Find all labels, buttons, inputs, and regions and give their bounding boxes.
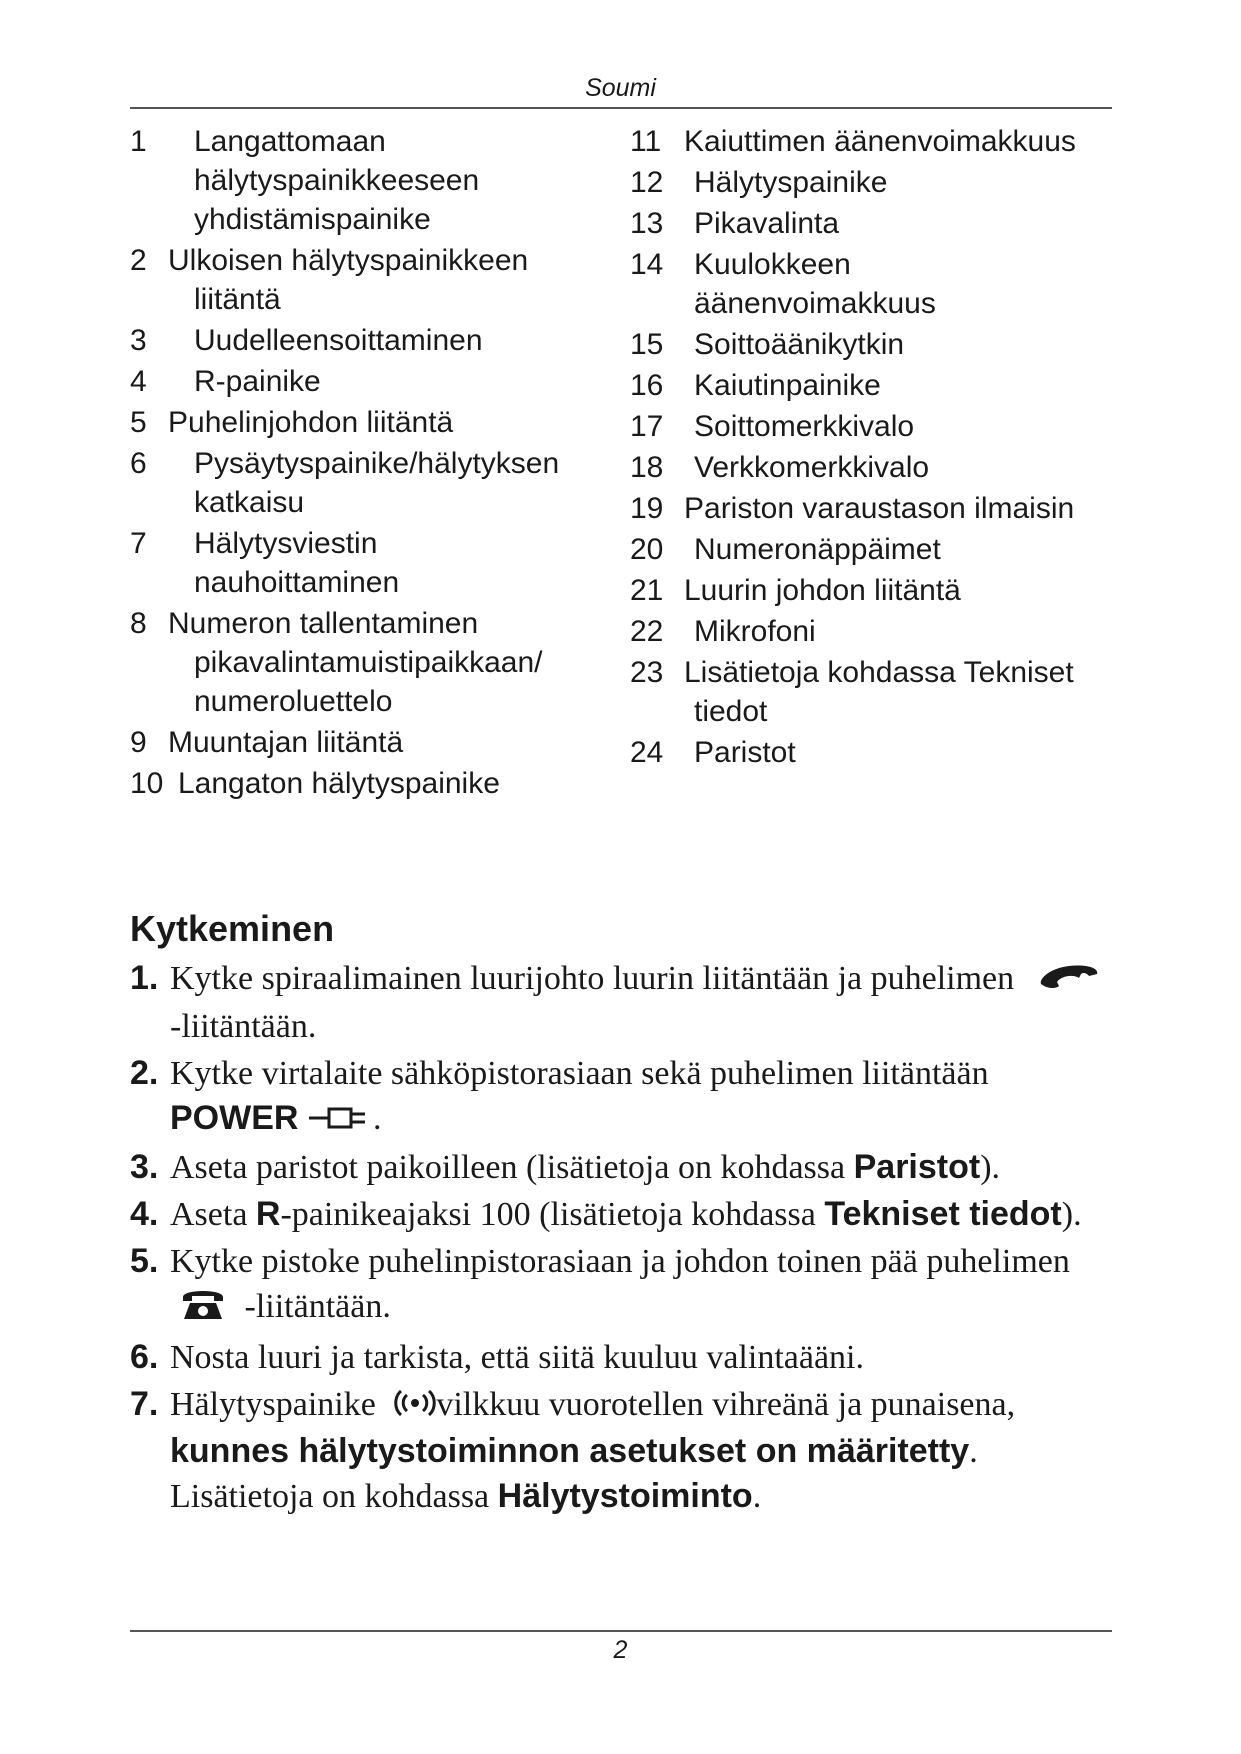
legend-number: 6 (130, 447, 147, 480)
legend-label: Uudelleensoittaminen (194, 324, 483, 357)
legend-item (130, 723, 610, 762)
legend-item (130, 122, 610, 239)
legend-label: Kaiuttimen äänenvoimakkuus (684, 125, 1076, 158)
step-text: Kytke virtalaite sähköpistorasiaan sekä puhelimen liitäntään POWER . (170, 1051, 1120, 1144)
legend-number: 21 (630, 574, 664, 607)
legend-number: 3 (130, 324, 147, 357)
alarm-signal-icon (394, 1384, 436, 1429)
step-text: Kytke spiraalimainen luurijohto luurin liitäntään ja puhelimen -liitäntään. (170, 956, 1120, 1049)
legend-label: Paristot (694, 736, 796, 769)
step-item (130, 1335, 1120, 1380)
legend-label: Langaton hälytyspainike (178, 767, 500, 800)
connection-steps (130, 956, 1120, 1519)
section-title: Kytkeminen (130, 908, 335, 949)
legend-number: 20 (630, 533, 664, 566)
step-text: Aseta paristot paikoilleen (lisätietoja on kohdassa Paristot). (170, 1148, 1001, 1187)
legend-right-column (630, 122, 1110, 774)
page-header-title: Soumi (585, 74, 656, 102)
legend-label: Kaiutinpainike (694, 369, 881, 402)
legend-number: 5 (130, 406, 147, 439)
legend-item (130, 403, 610, 442)
step-text: Aseta R-painikeajaksi 100 (lisätietoja kohdassa Tekniset tiedot). (170, 1195, 1082, 1234)
legend-label: Numeronäppäimet (694, 533, 941, 566)
footer-rule (130, 1630, 1112, 1632)
telephone-icon (180, 1287, 226, 1333)
step-text: Hälytyspainike vilkkuu vuorotellen vihreänä ja punaisena, kunnes hälytystoiminnon asetukset on määritetty. Lisätietoja on kohdassa Hälytystoiminto. (170, 1385, 1016, 1516)
step-item (130, 1051, 1120, 1144)
legend-number: 11 (630, 125, 662, 158)
step-number: 1. (130, 959, 159, 997)
legend-number: 18 (630, 451, 664, 484)
legend-label: Soittoäänikytkin (694, 328, 905, 361)
legend-item (630, 448, 1110, 487)
legend-label: Muuntajan liitäntä (168, 726, 404, 759)
legend-number: 23 (630, 656, 664, 689)
legend-item (630, 122, 1110, 161)
legend-number: 7 (130, 527, 147, 560)
legend-number: 1 (130, 125, 147, 158)
header-rule (130, 107, 1112, 109)
legend-label: Kuulokkeen äänenvoimakkuus (694, 248, 936, 320)
legend-number: 10 (130, 767, 164, 800)
legend-label: Pariston varaustason ilmaisin (684, 492, 1075, 525)
legend-item (630, 733, 1110, 772)
legend-item (630, 366, 1110, 405)
legend-item (130, 362, 610, 401)
step-number: 5. (130, 1242, 159, 1281)
legend-label: Soittomerkkivalo (694, 410, 915, 443)
step-item (130, 1145, 1120, 1190)
legend-number: 22 (630, 615, 664, 648)
legend-number: 9 (130, 726, 147, 759)
legend-label: Hälytysviestin nauhoittaminen (194, 527, 400, 599)
legend-number: 19 (630, 492, 664, 525)
legend-number: 2 (130, 244, 147, 277)
step-number: 3. (130, 1148, 159, 1187)
legend-item (130, 444, 610, 522)
step-text: Nosta luuri ja tarkista, että siitä kuuluu valintaääni. (170, 1338, 864, 1376)
legend-label: Verkkomerkkivalo (694, 451, 930, 484)
legend-item (630, 163, 1110, 202)
legend-number: 24 (630, 736, 664, 769)
legend-number: 15 (630, 328, 664, 361)
legend-number: 14 (630, 248, 664, 281)
step-number: 4. (130, 1195, 159, 1234)
legend-item (130, 241, 610, 319)
legend-item (630, 325, 1110, 364)
legend-number: 12 (630, 166, 664, 199)
legend-left-column (130, 122, 610, 805)
legend-number: 4 (130, 365, 147, 398)
legend-item (630, 245, 1110, 323)
legend-item (130, 524, 610, 602)
legend-number: 16 (630, 369, 664, 402)
legend-label: Hälytyspainike (694, 166, 888, 199)
legend-label: Luurin johdon liitäntä (684, 574, 961, 607)
legend-item (630, 407, 1110, 446)
legend-item (630, 571, 1110, 610)
legend-label: Ulkoisen hälytyspainikkeen liitäntä (168, 244, 529, 316)
step-number: 2. (130, 1053, 159, 1092)
legend-label: R-painike (194, 365, 321, 398)
legend-item (630, 530, 1110, 569)
legend-label: Pysäytyspainike/hälytyksen katkaisu (194, 447, 560, 519)
step-item (130, 956, 1120, 1049)
legend-item (130, 604, 610, 721)
legend-label: Pikavalinta (694, 207, 840, 240)
step-text: Kytke pistoke puhelinpistorasiaan ja johdon toinen pää puhelimen -liitäntään. (170, 1239, 1120, 1332)
legend-number: 13 (630, 207, 664, 240)
legend-item (130, 321, 610, 360)
handset-icon (1037, 959, 1101, 1004)
legend-label: Lisätietoja kohdassa Tekniset tiedot (684, 656, 1074, 728)
legend-label: Numeron tallentaminen pikavalintamuistipaikkaan/ numeroluettelo (168, 607, 543, 718)
legend-label: Mikrofoni (694, 615, 816, 648)
step-item (130, 1239, 1120, 1332)
legend-item (630, 489, 1110, 528)
step-item (130, 1192, 1120, 1237)
legend-number: 17 (630, 410, 664, 443)
step-number: 6. (130, 1337, 159, 1376)
step-item (130, 1382, 1120, 1520)
legend-item (130, 764, 610, 803)
legend-label: Langattomaan hälytyspainikkeeseen yhdistämispainike (194, 125, 480, 236)
legend-item (630, 204, 1110, 243)
page-number: 2 (613, 1636, 628, 1664)
legend-label: Puhelinjohdon liitäntä (168, 406, 454, 439)
legend-item (630, 653, 1110, 731)
step-number: 7. (130, 1384, 159, 1423)
legend-item (630, 612, 1110, 651)
legend-number: 8 (130, 607, 147, 640)
power-plug-icon (307, 1098, 373, 1143)
